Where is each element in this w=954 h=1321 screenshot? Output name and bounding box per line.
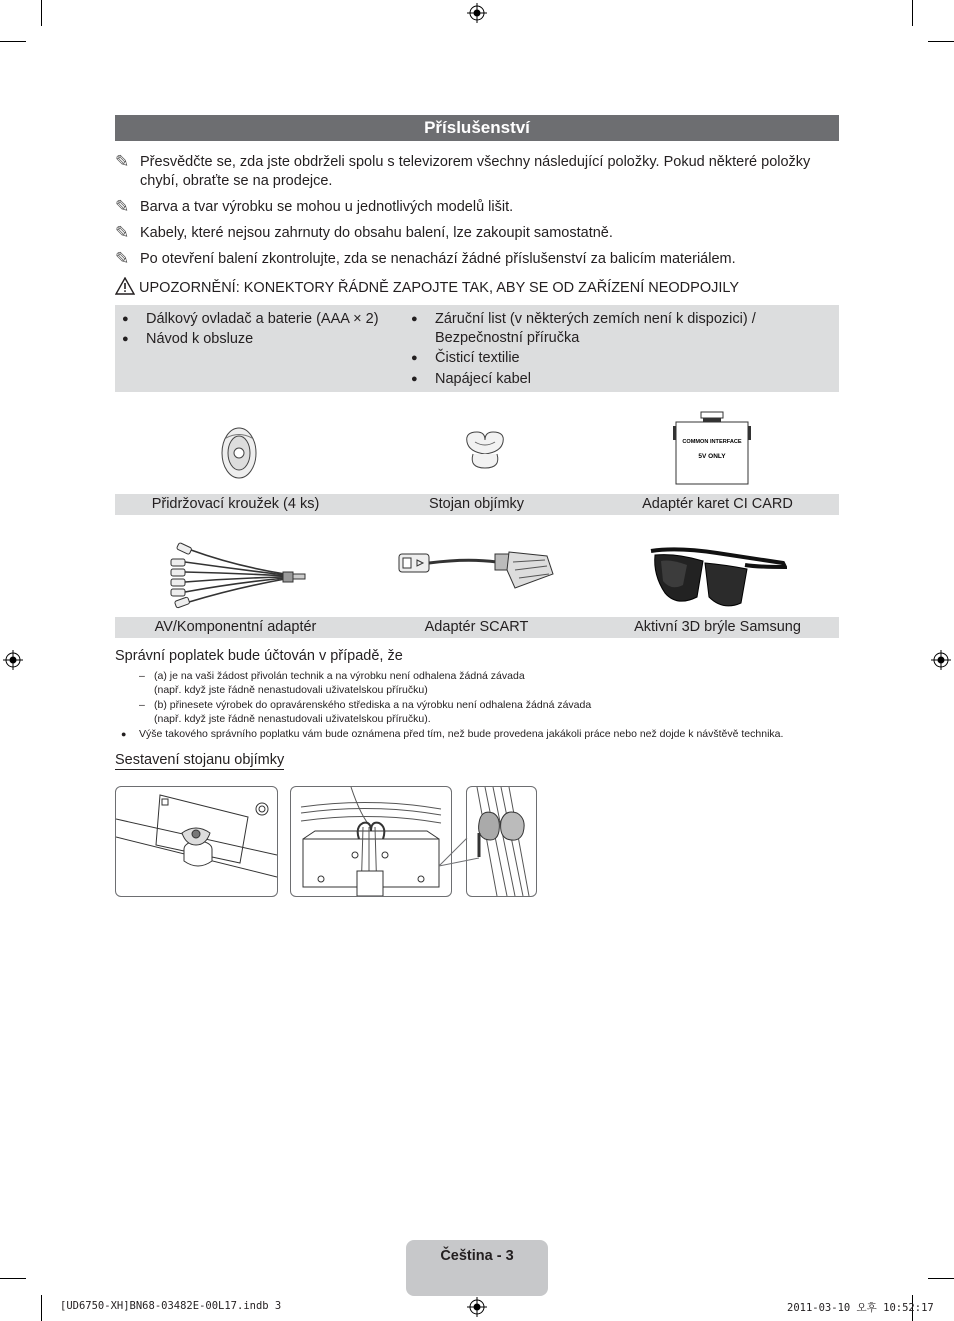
list-item: ● Dálkový ovladač a baterie (AAA × 2) xyxy=(122,311,379,327)
ci-card-adapter-image xyxy=(673,410,751,486)
list-item: ● Záruční list (v některých zemích není k dispozici) / Bezpečnostní příručka xyxy=(411,311,756,346)
fee-case-a: (a) je na vaši žádost přivolán technik a na výrobku není odhalena žádná závada xyxy=(154,670,525,682)
assembly-diagram-1 xyxy=(115,786,278,897)
note-item: ✎ Barva a tvar výrobku se mohou u jednotlivých modelů lišit. xyxy=(115,197,514,217)
pencil-icon: ✎ xyxy=(115,223,130,243)
note-item: ✎ Kabely, které nejsou zahrnuty do obsahu balení, lze zakoupit samostatně. xyxy=(115,223,613,243)
pencil-icon: ✎ xyxy=(115,197,130,217)
item-label: Adaptér karet CI CARD xyxy=(642,496,793,512)
holder-wire-image xyxy=(459,428,511,472)
crop-mark xyxy=(928,41,954,42)
registration-mark-icon xyxy=(931,650,951,670)
registration-mark-icon xyxy=(467,1297,487,1317)
crop-mark xyxy=(41,0,42,26)
list-item: ● Návod k obsluze xyxy=(122,331,254,347)
holder-ring-image xyxy=(218,426,260,480)
av-component-adapter-image xyxy=(165,541,310,611)
fee-case-b-note: (např. když jste řádně nenastudovali uživatelskou příručku). xyxy=(154,713,431,725)
footer-file-info: [UD6750-XH]BN68-03482E-00L17.indb 3 xyxy=(60,1300,282,1312)
crop-mark xyxy=(41,1295,42,1321)
footer-timestamp: 2011-03-10 오후 10:52:17 xyxy=(787,1302,934,1314)
crop-mark xyxy=(928,1278,954,1279)
fee-case-a-note: (např. když jste řádně nenastudovali uživatelskou příručku) xyxy=(154,684,428,696)
registration-mark-icon xyxy=(3,650,23,670)
item-label: Stojan objímky xyxy=(428,496,525,512)
fee-case-b: (b) přinesete výrobek do opravárenského střediska a na výrobku není odhalena žádná závada xyxy=(154,699,592,711)
pencil-icon: ✎ xyxy=(115,249,130,269)
item-label: AV/Komponentní adaptér xyxy=(154,619,317,635)
ci-card-text-1: COMMON INTERFACE xyxy=(682,439,742,445)
note-item: ✎ Po otevření balení zkontrolujte, zda se nenachází žádné příslušenství za balicím materiálem. xyxy=(115,249,736,269)
page-number-tab: Čeština - 3 xyxy=(406,1240,548,1296)
callout-lines xyxy=(439,838,479,868)
bullet: ● xyxy=(121,729,127,739)
list-item: ● Napájecí kabel xyxy=(411,371,531,387)
registration-mark-icon xyxy=(467,3,487,23)
accessories-box xyxy=(115,305,839,392)
scart-adapter-image xyxy=(397,548,555,592)
item-label: Přidržovací kroužek (4 ks) xyxy=(151,496,320,512)
dash: – xyxy=(139,670,145,682)
items-label-row-2 xyxy=(115,617,839,638)
subheading: Sestavení stojanu objímky xyxy=(115,752,285,768)
crop-mark xyxy=(0,1278,26,1279)
warning-text: UPOZORNĚNÍ: KONEKTORY ŘÁDNĚ ZAPOJTE TAK, ABY SE OD ZAŘÍZENÍ NEODPOJILY xyxy=(115,277,739,296)
fee-bullet: Výše takového správního poplatku vám bude oznámena před tím, než bude provedena jakákoli práce nebo než dojde k návštěvě technika. xyxy=(139,728,784,740)
assembly-diagram-2 xyxy=(290,786,452,897)
crop-mark xyxy=(0,41,26,42)
note-item: ✎ Přesvědčte se, zda jste obdrželi spolu s televizorem všechny následující položky. Pokud některé položky chybí, obraťte se na prodejce. xyxy=(115,152,811,189)
section-title: Příslušenství xyxy=(115,115,839,141)
fee-intro: Správní poplatek bude účtován v případě, že xyxy=(115,648,403,664)
list-item: ● Čisticí textilie xyxy=(411,350,520,366)
item-label: Adaptér SCART xyxy=(424,619,529,635)
dash: – xyxy=(139,699,145,711)
ci-card-text-2: 5V ONLY xyxy=(698,453,726,460)
item-label: Aktivní 3D brýle Samsung xyxy=(634,619,801,635)
crop-mark xyxy=(912,0,913,26)
3d-glasses-image xyxy=(647,545,787,611)
items-label-row-1 xyxy=(115,494,839,515)
pencil-icon: ✎ xyxy=(115,152,130,172)
warning-triangle-icon xyxy=(115,277,135,295)
